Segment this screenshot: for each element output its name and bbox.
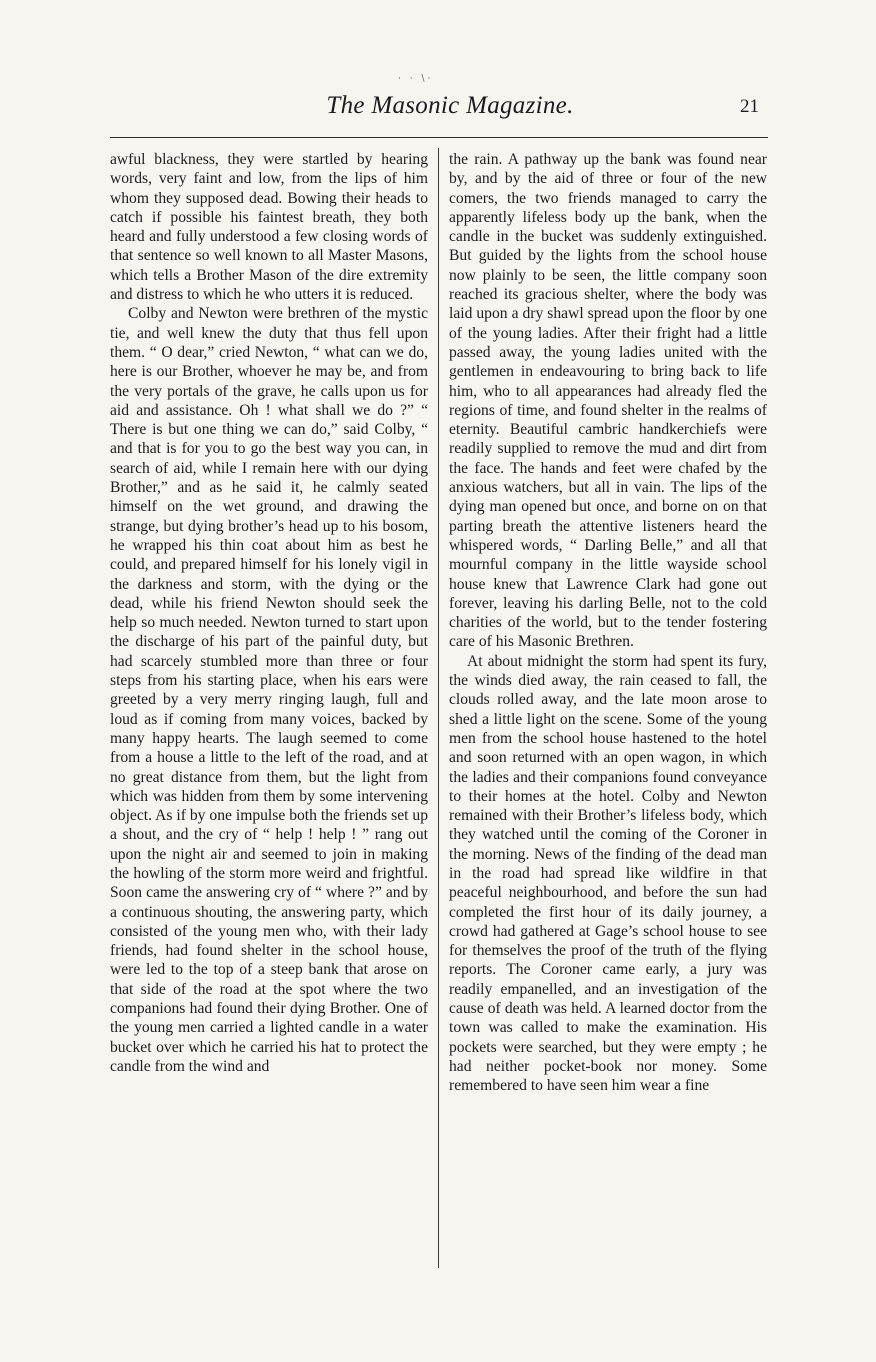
page-number: 21 <box>740 96 759 117</box>
left-column <box>110 150 428 1076</box>
running-title: The Masonic Magazine. <box>326 92 574 119</box>
right-paragraph-1: the rain. A pathway up the bank was found near by, and by the aid of three or four of the new comers, the two friends managed to carry the apparently lifeless body up the bank, when the candle in the bucket was suddenly extinguished. But guided by the lights from the school house now plainly to be seen, the little company soon reached its gracious shelter, where the body was laid upon a dry shawl spread upon the floor by one of the young ladies. After their fright had a little passed away, the young ladies united with the gentlemen in endeavouring to bring back to life him, who to all appearances had already fled the regions of time, and found shelter in the realms of eternity. Beautiful cambric handkerchiefs were readily supplied to remove the mud and dirt from the face. The hands and feet were chafed by the anxious watchers, but all in vain. The lips of the dying man opened but once, and borne on on that parting breath the attentive listeners heard the whispered words, “ Darling Belle,” and all that mournful company in the little wayside school house knew that Lawrence Clark had gone out forever, leaving his darling Belle, not to the cold charities of the world, but to the tender fostering care of his Masonic Brethren. <box>449 151 767 651</box>
right-column <box>449 150 767 1096</box>
left-paragraph-2: Colby and Newton were brethren of the mystic tie, and well knew the duty that thus fell upon them. “ O dear,” cried Newton, “ what can we do, here is our Brother, whoever he may be, and from the very portals of the grave, he calls upon us for aid and assistance. Oh ! what shall we do ?” “ There is but one thing we can do,” said Colby, “ and that is for you to go the best way you can, in search of aid, while I remain here with our dying Brother,” and as he said it, he calmly seated himself on the wet ground, and drawing the strange, but dying brother’s head up to his bosom, he wrapped his thin coat about him as best he could, and prepared himself for his lonely vigil in the darkness and storm, with the dying or the dead, while his friend Newton should seek the help so much needed. Newton turned to start upon the discharge of his part of the painful duty, but had scarcely stumbled more than three or four steps from his starting place, when his ears were greeted by a very merry ringing laugh, full and loud as if coming from many voices, backed by many happy hearts. The laugh seemed to come from a house a little to the left of the road, and at no great distance from them, but the light from which was hidden from them by some intervening object. As if by one impulse both the friends set up a shout, and the cry of “ help ! help ! ” rang out upon the night air and seemed to join in making the howling of the storm more weird and frightful. Soon came the answering cry of “ where ?” and by a continuous shouting, the answering party, which consisted of the young men who, with their lady friends, had found shelter in the school house, were led to the top of a steep bank that arose on that side of the road at the spot where the two companions had found their dying Brother. One of the young men carried a lighted candle in a water bucket over which he carried his hat to protect the candle from the wind and <box>110 305 428 1075</box>
print-specks: · · \· <box>398 74 434 84</box>
right-paragraph-2: At about midnight the storm had spent its fury, the winds died away, the rain ceased to fall, the clouds rolled away, and the late moon arose to shed a little light on the scene. Some of the young men from the school house hastened to the hotel and soon returned with an open wagon, in which the ladies and their companions found conveyance to their homes at the hotel. Colby and Newton remained with their Brother’s lifeless body, which they watched until the coming of the Coroner in the morning. News of the finding of the dead man in the road had spread like wildfire in that peaceful neighbourhood, and before the sun had completed the first hour of its daily journey, a crowd had gathered at Gage’s school house to see for themselves the proof of the truth of the flying reports. The Coroner came early, a jury was readily empanelled, and an investigation of the cause of death was held. A learned doctor from the town was called to make the examination. His pockets were searched, but they were empty ; he had neither pocket-book nor money. Some remembered to have seen him wear a fine <box>449 652 767 1095</box>
column-divider <box>438 148 439 1268</box>
left-paragraph-1: awful blackness, they were startled by hearing words, very faint and low, from the lips of him whom they supposed dead. Bowing their heads to catch if possible his faintest breath, they both heard and fully understood a few closing words of that sentence so well known to all Master Masons, which tells a Brother Mason of the dire extremity and distress to which he who utters it is reduced. <box>110 151 428 304</box>
header-rule <box>110 137 768 138</box>
